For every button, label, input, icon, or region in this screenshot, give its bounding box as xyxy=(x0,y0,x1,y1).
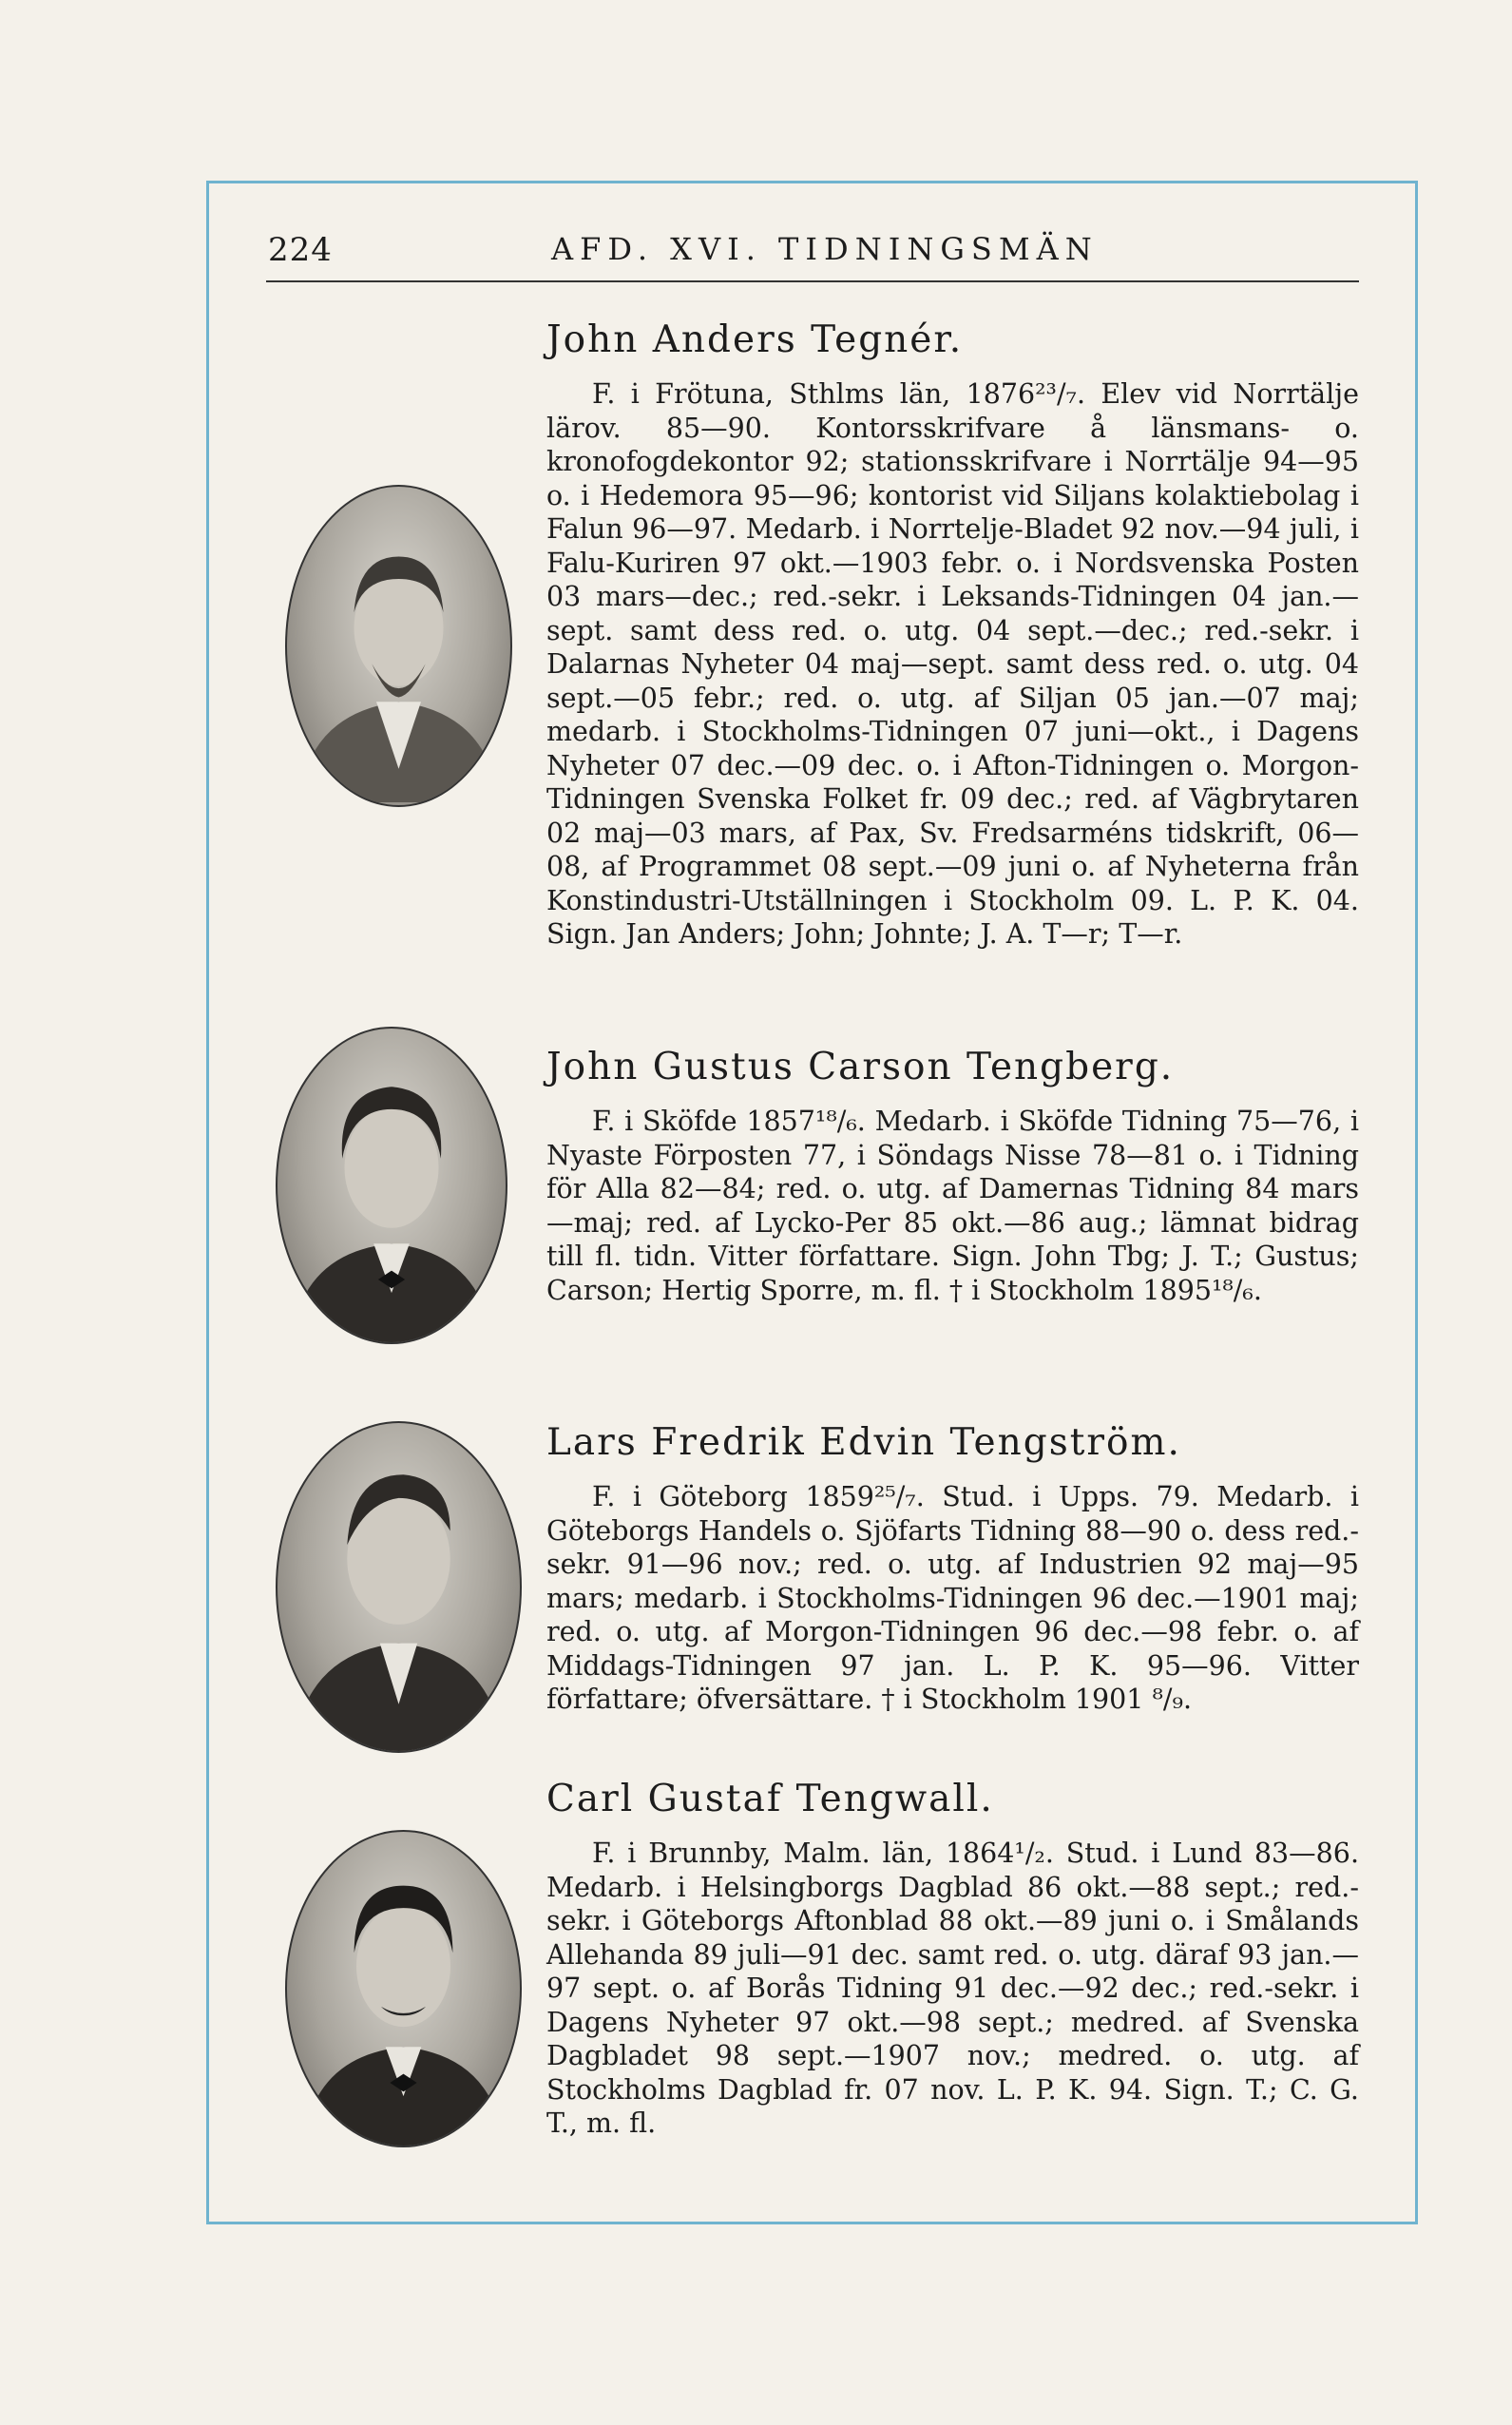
portrait-tegner xyxy=(285,485,512,807)
entry-name: John Anders Tegnér. xyxy=(546,318,964,361)
portrait-illustration xyxy=(287,1832,520,2146)
entry-name: Carl Gustaf Tengwall. xyxy=(546,1778,994,1820)
portrait-illustration xyxy=(278,1029,506,1342)
entry-text: F. i Sköfde 1857¹⁸/₆. Medarb. i Sköfde Tidning 75—76, i Nyaste Förposten 77, i Söndags Nisse 78—81 o. i Tidning för Alla 82—84; red. o. utg. af Damernas Tidning 84 mars—maj; red. af Lycko-Per 85 okt.—86 aug.; lämnat bidrag till fl. tidn. Vitter författare. Sign. John Tbg; J. T.; Gustus; Carson; Hertig Sporre, m. fl. † i Stockholm 1895¹⁸/₆. xyxy=(546,1106,1359,1306)
entry-text: F. i Göteborg 1859²⁵/₇. Stud. i Upps. 79. Medarb. i Göteborgs Handels o. Sjöfarts Tidning 88—90 o. dess red.-sekr. 91—96 nov.; red. o. utg. af Industrien 92 maj—95 mars; medarb. i Stockholms-Tidningen 96 dec.—1901 maj; red. o. utg. af Morgon-Tidningen 96 dec.—98 febr. o. af Middags-Tidningen 97 jan. L. P. K. 95—96. Vitter författare; öfversättare. † i Stockholm 1901 ⁸/₉. xyxy=(546,1481,1359,1715)
portrait-illustration xyxy=(278,1423,520,1751)
portrait-tengberg xyxy=(276,1027,507,1344)
entry-text: F. i Brunnby, Malm. län, 1864¹/₂. Stud. i Lund 83—86. Medarb. i Helsingborgs Dagblad 86 okt.—88 sept.; red.-sekr. i Göteborgs Aftonblad 88 okt.—89 juni o. i Smålands Allehanda 89 juli—91 dec. samt red. o. utg. däraf 93 jan.—97 sept. o. af Borås Tidning 91 dec.—92 dec.; red.-sekr. i Dagens Nyheter 97 okt.—98 sept.; medred. af Svenska Dagbladet 98 sept.—1907 nov.; medred. o. utg. af Stockholms Dagblad fr. 07 nov. L. P. K. 94. Sign. T.; C. G. T., m. fl. xyxy=(546,1838,1359,2139)
page-header xyxy=(266,223,1359,282)
portrait-tengwall xyxy=(285,1830,522,2147)
entry-text: F. i Frötuna, Sthlms län, 1876²³/₇. Elev vid Norrtälje lärov. 85—90. Kontorsskrifvare å länsmans- o. kronofogdekontor 92; stationsskrifvare i Norrtälje 94—95 o. i Hedemora 95—96; kontorist vid Siljans kolaktiebolag i Falun 96—97. Medarb. i Norrtelje-Bladet 92 nov.—94 juli, i Falu-Kuriren 97 okt.—1903 febr. o. i Nordsvenska Posten 03 mars—dec.; red.-sekr. i Leksands-Tidningen 04 jan.—sept. samt dess red. o. utg. 04 sept.—dec.; red.-sekr. i Dalarnas Nyheter 04 maj—sept. samt dess red. o. utg. 04 sept.—05 febr.; red. o. utg. af Siljan 05 jan.—07 maj; medarb. i Stockholms-Tidningen 07 juni—okt., i Dagens Nyheter 07 dec.—09 dec. o. i Afton-Tidningen o. Morgon-Tidningen Svenska Folket fr. 09 dec.; red. af Vägbrytaren 02 maj—03 mars, af Pax, Sv. Fredsarméns tidskrift, 06—08, af Programmet 08 sept.—09 juni o. af Nyheterna från Konstindustri-Utställningen i Stockholm 09. L. P. K. 04. Sign. Jan Anders; John; Johnte; J. A. T—r; T—r. xyxy=(546,378,1359,950)
portrait-tengstrom xyxy=(276,1421,522,1753)
entry-name: John Gustus Carson Tengberg. xyxy=(546,1046,1175,1088)
running-head: AFD. XVI. TIDNINGSMÄN xyxy=(551,231,1099,267)
page-number: 224 xyxy=(268,231,333,269)
entry-name: Lars Fredrik Edvin Tengström. xyxy=(546,1421,1181,1464)
portrait-illustration xyxy=(287,487,510,805)
